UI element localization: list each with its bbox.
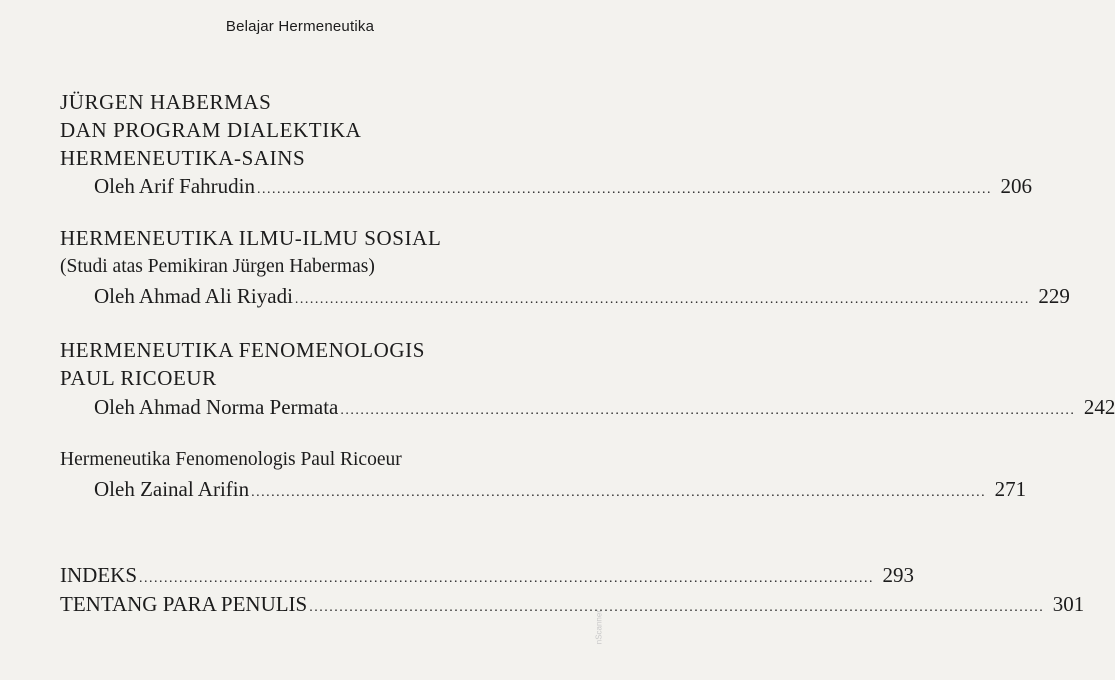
section-1-title-line-2: DAN PROGRAM DIALEKTIKA (60, 118, 362, 142)
section-2-title-line-1: HERMENEUTIKA ILMU-ILMU SOSIAL (60, 226, 442, 250)
section-3-page-number: 242 (1083, 395, 1115, 419)
authors-entry[interactable] (60, 592, 1085, 620)
leader-dots (340, 399, 1075, 423)
leader-dots (295, 288, 1030, 312)
section-2-subtitle: (Studi atas Pemikiran Jürgen Habermas) (60, 256, 375, 277)
section-2-entry[interactable] (94, 284, 1070, 312)
section-3-author: Oleh Ahmad Norma Permata (94, 395, 339, 419)
index-page-number: 293 (882, 563, 914, 587)
section-1-author: Oleh Arif Fahrudin (94, 174, 255, 198)
section-3-title-line-1: HERMENEUTIKA FENOMENOLOGIS (60, 338, 426, 362)
section-4-title-line-1: Hermeneutika Fenomenologis Paul Ricoeur (60, 449, 402, 470)
leader-dots (257, 178, 992, 202)
section-1-title-line-1: JÜRGEN HABERMAS (60, 90, 272, 114)
section-4-page-number: 271 (994, 477, 1027, 501)
section-3-title-line-2: PAUL RICOEUR (60, 366, 217, 390)
section-2-page-number: 229 (1038, 284, 1070, 308)
index-entry[interactable] (60, 563, 914, 591)
section-4-entry[interactable] (94, 477, 1027, 505)
leader-dots (309, 596, 1044, 620)
leader-dots (139, 567, 874, 591)
authors-label: TENTANG PARA PENULIS (60, 592, 308, 616)
section-2-author: Oleh Ahmad Ali Riyadi (94, 284, 293, 308)
leader-dots (251, 481, 986, 505)
authors-page-number: 301 (1052, 592, 1085, 616)
section-1-entry[interactable] (94, 174, 1032, 202)
index-label: INDEKS (60, 563, 137, 587)
running-head: Belajar Hermeneutika (225, 18, 375, 35)
section-4-author: Oleh Zainal Arifin (94, 477, 250, 501)
section-1-page-number: 206 (1000, 174, 1032, 198)
section-1-title-line-3: HERMENEUTIKA-SAINS (60, 146, 306, 170)
section-3-entry[interactable] (94, 395, 1115, 423)
scanner-watermark: nScanner (594, 610, 603, 645)
